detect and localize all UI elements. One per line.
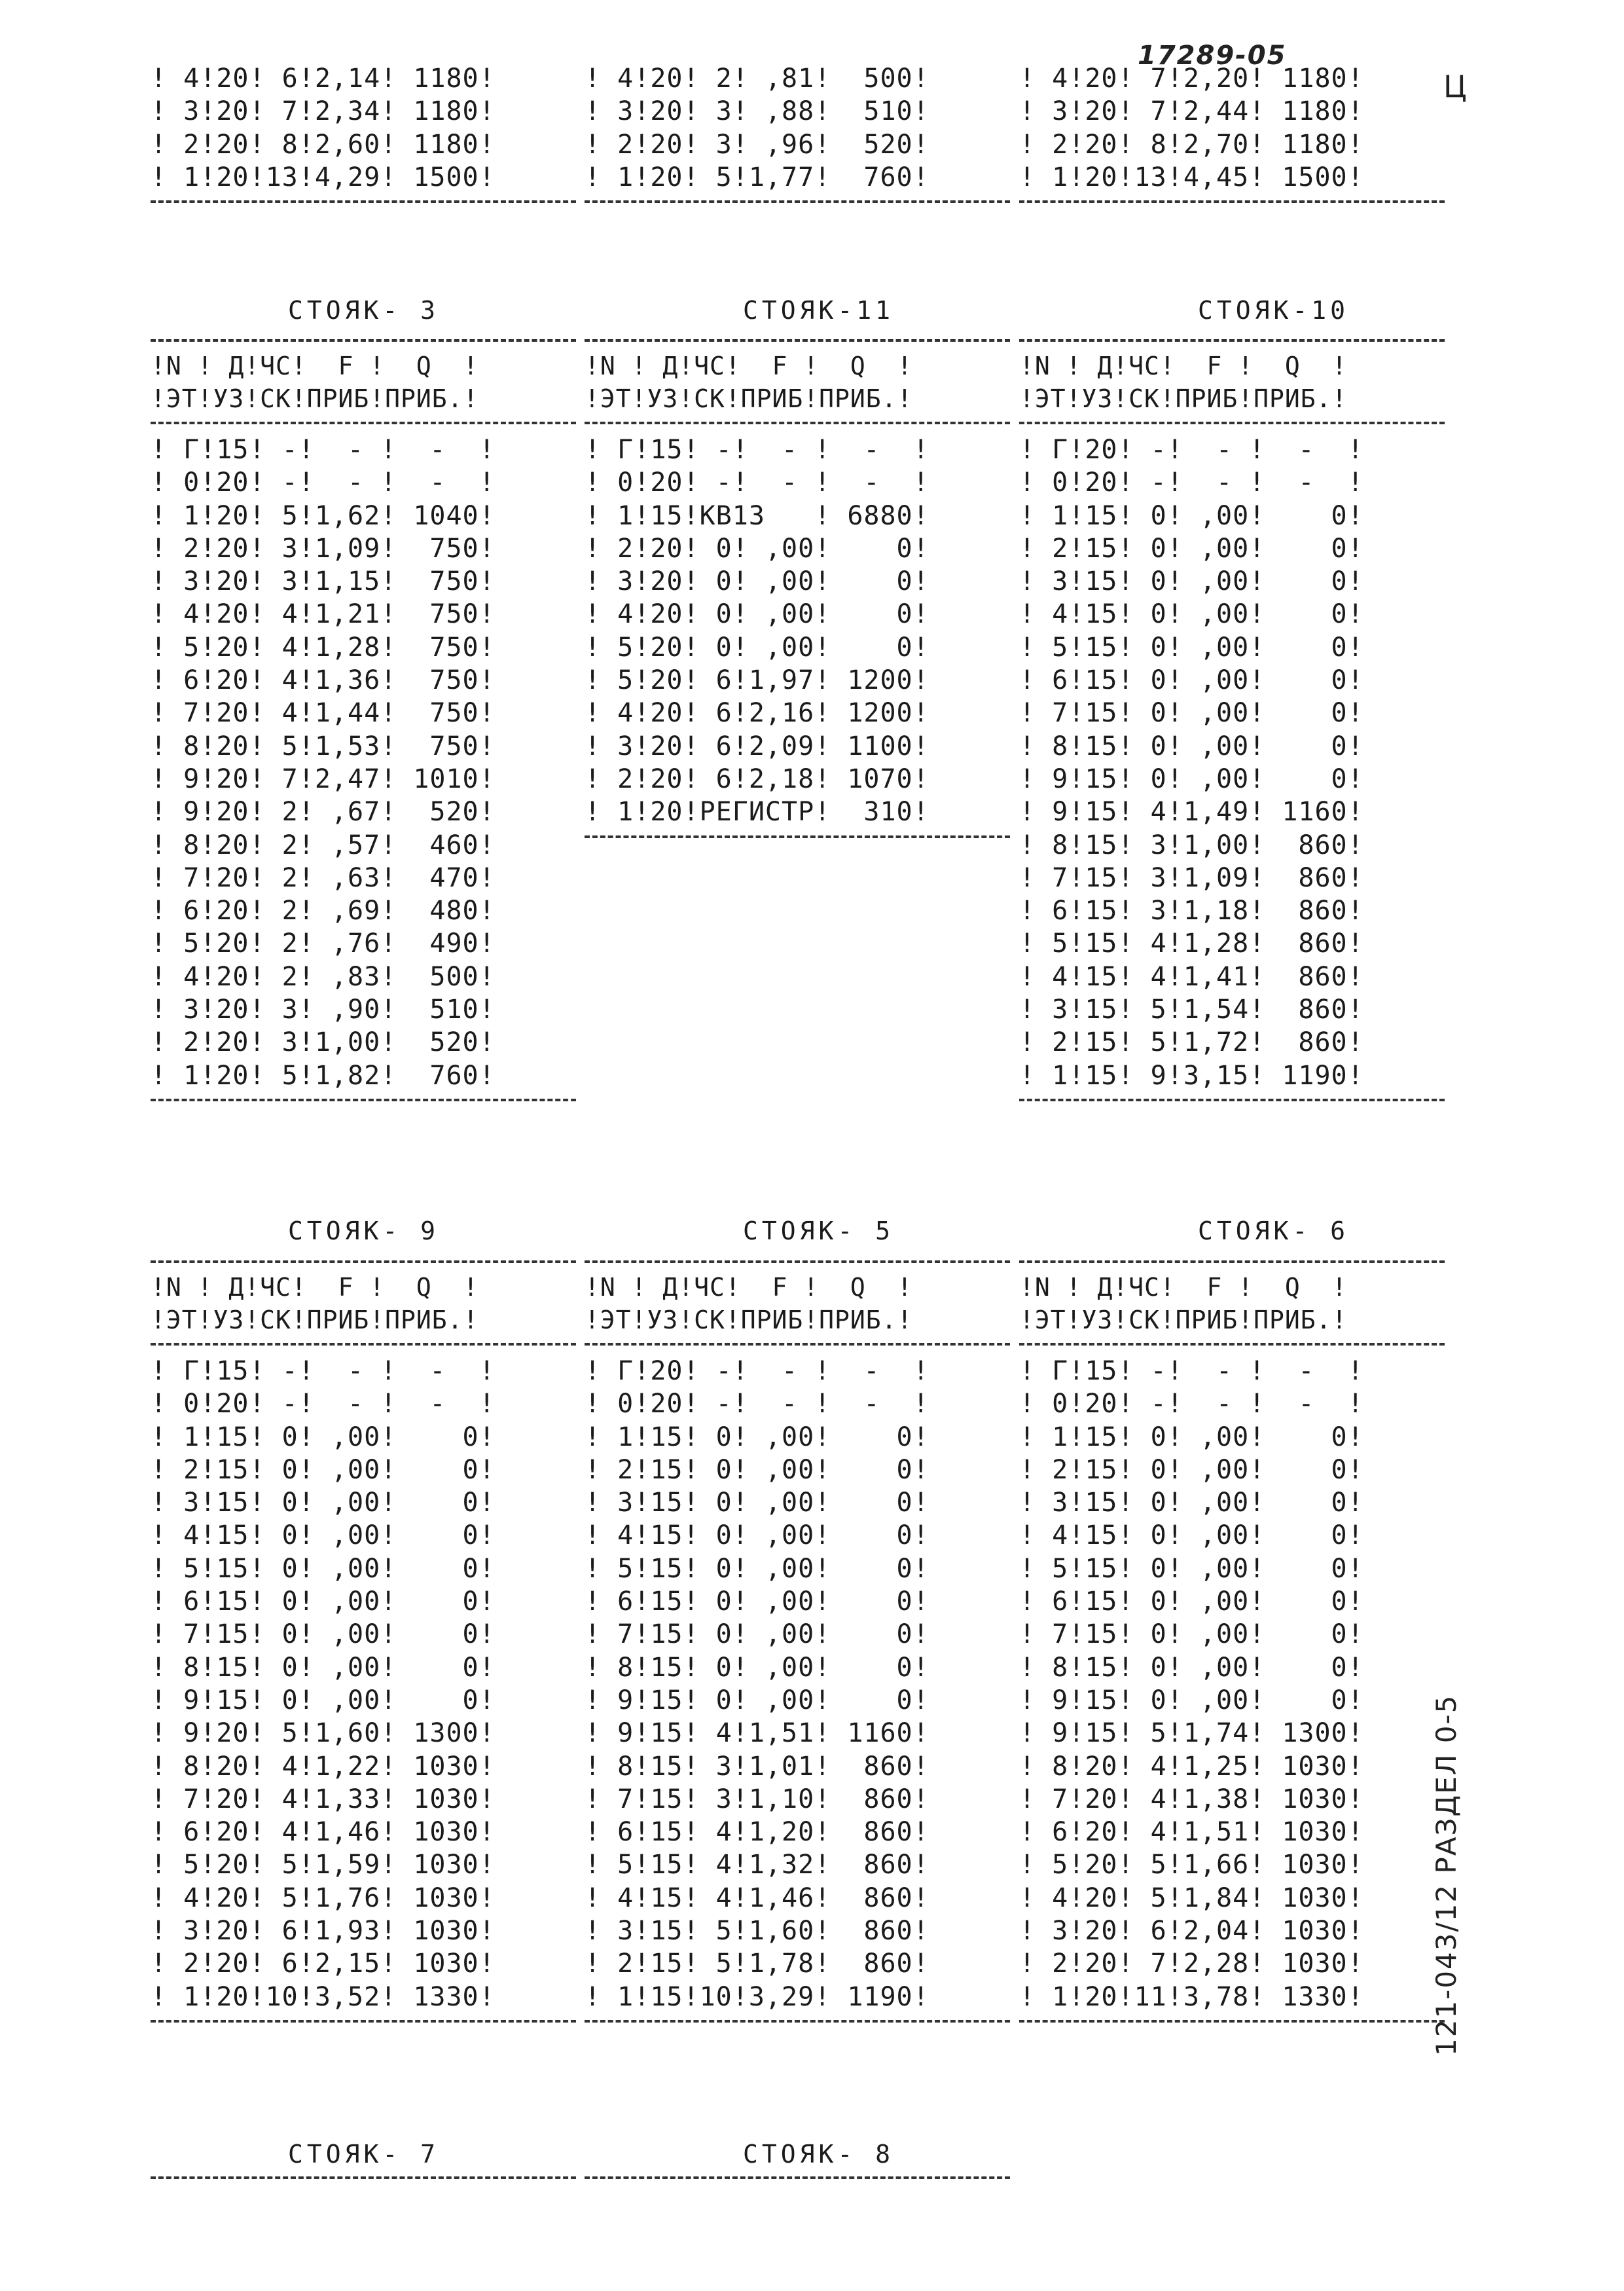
table-row: ! 0!20! -! - ! - ! bbox=[151, 467, 496, 498]
table-row: ! 5!15! 0! ,00! 0! bbox=[151, 1553, 496, 1584]
dashed-rule bbox=[585, 2176, 1010, 2179]
dashed-rule bbox=[1019, 422, 1445, 424]
table-row: ! 5!20! 5!1,66! 1030! bbox=[1019, 1850, 1364, 1880]
table-row: ! 4!15! 0! ,00! 0! bbox=[1019, 1520, 1364, 1551]
column-header-line-1: !N ! Д!ЧС! F ! Q ! bbox=[151, 1273, 479, 1302]
dashed-rule bbox=[1019, 339, 1445, 342]
section-title-stoyak-7: СТОЯК- 7 bbox=[288, 2140, 440, 2169]
table-row: ! 2!20! 3! ,96! 520! bbox=[585, 129, 929, 160]
table-row: ! 6!15! 3!1,18! 860! bbox=[1019, 896, 1364, 926]
section-title-stoyak-10: СТОЯК-10 bbox=[1198, 296, 1350, 325]
dashed-rule bbox=[585, 2020, 1010, 2023]
table-row: ! 4!20! 6!2,16! 1200! bbox=[585, 698, 929, 729]
dashed-rule bbox=[151, 339, 576, 342]
table-row: ! 0!20! -! - ! - ! bbox=[151, 1389, 496, 1420]
table-row: ! 7!20! 2! ,63! 470! bbox=[151, 862, 496, 893]
table-row: ! 7!15! 0! ,00! 0! bbox=[585, 1619, 929, 1650]
bottom-rule-middle bbox=[585, 2171, 1010, 2187]
column-header-line-1: !N ! Д!ЧС! F ! Q ! bbox=[585, 352, 913, 380]
table-stoyak-11 bbox=[585, 334, 1010, 847]
table-row: ! 3!15! 0! ,00! 0! bbox=[151, 1488, 496, 1518]
table-row: ! 4!15! 4!1,41! 860! bbox=[1019, 961, 1364, 992]
dashed-rule bbox=[151, 1099, 576, 1101]
side-annotation-text: 121-043/12 РАЗДЕЛ 0-5 bbox=[1430, 1694, 1462, 2056]
table-row: ! 2!15! 5!1,78! 860! bbox=[585, 1949, 929, 1979]
table-row: ! 7!20! 4!1,33! 1030! bbox=[151, 1784, 496, 1814]
table-row: ! 4!20! 2! ,81! 500! bbox=[585, 64, 929, 94]
table-row: ! 2!15! 0! ,00! 0! bbox=[585, 1454, 929, 1485]
column-header-line-1: !N ! Д!ЧС! F ! Q ! bbox=[1019, 1273, 1348, 1302]
column-header-line-1: !N ! Д!ЧС! F ! Q ! bbox=[151, 352, 479, 380]
table-row: ! 3!20! 7!2,44! 1180! bbox=[1019, 96, 1364, 127]
table-row: ! 3!20! 6!2,09! 1100! bbox=[585, 731, 929, 761]
table-row: ! 3!20! 3!1,15! 750! bbox=[151, 566, 496, 597]
table-row: ! 8!15! 3!1,00! 860! bbox=[1019, 830, 1364, 860]
top-fragment-col1 bbox=[151, 62, 576, 212]
table-row: ! 8!15! 0! ,00! 0! bbox=[585, 1652, 929, 1683]
table-row: ! 1!20!10!3,52! 1330! bbox=[151, 1981, 496, 2012]
table-row: ! 1!15!10!3,29! 1190! bbox=[585, 1981, 929, 2012]
dashed-rule bbox=[151, 1343, 576, 1346]
table-row: ! 6!15! 0! ,00! 0! bbox=[151, 1586, 496, 1617]
table-row: ! 2!20! 3!1,00! 520! bbox=[151, 1027, 496, 1058]
table-row: ! Г!20! -! - ! - ! bbox=[585, 1356, 929, 1386]
table-row: ! 4!15! 4!1,46! 860! bbox=[585, 1882, 929, 1913]
table-row: ! 3!15! 0! ,00! 0! bbox=[1019, 1488, 1364, 1518]
dashed-rule bbox=[151, 2020, 576, 2023]
column-header-line-2: !ЭТ!УЗ!СК!ПРИБ!ПРИБ.! bbox=[1019, 384, 1348, 413]
table-row: ! Г!15! -! - ! - ! bbox=[585, 435, 929, 465]
table-row: ! 5!15! 4!1,32! 860! bbox=[585, 1850, 929, 1880]
column-header-line-2: !ЭТ!УЗ!СК!ПРИБ!ПРИБ.! bbox=[585, 1306, 913, 1334]
table-row: ! 4!20! 4!1,21! 750! bbox=[151, 599, 496, 630]
table-row: ! 4!20! 2! ,83! 500! bbox=[151, 961, 496, 992]
table-row: ! 2!15! 5!1,72! 860! bbox=[1019, 1027, 1364, 1058]
table-row: ! 3!20! 3! ,88! 510! bbox=[585, 96, 929, 127]
column-header-line-2: !ЭТ!УЗ!СК!ПРИБ!ПРИБ.! bbox=[151, 1306, 479, 1334]
table-row: ! 7!20! 4!1,38! 1030! bbox=[1019, 1784, 1364, 1814]
dashed-rule bbox=[151, 200, 576, 203]
top-fragment-col3 bbox=[1019, 62, 1445, 212]
table-row: ! 5!15! 0! ,00! 0! bbox=[1019, 632, 1364, 663]
table-row: ! Г!15! -! - ! - ! bbox=[151, 435, 496, 465]
table-row: ! 8!15! 0! ,00! 0! bbox=[1019, 1652, 1364, 1683]
table-row: ! 9!15! 0! ,00! 0! bbox=[1019, 1685, 1364, 1715]
table-row: ! 5!15! 0! ,00! 0! bbox=[1019, 1553, 1364, 1584]
dashed-rule bbox=[585, 200, 1010, 203]
table-row: ! 9!15! 0! ,00! 0! bbox=[1019, 763, 1364, 794]
column-header-line-2: !ЭТ!УЗ!СК!ПРИБ!ПРИБ.! bbox=[1019, 1306, 1348, 1334]
table-row: ! 7!15! 0! ,00! 0! bbox=[151, 1619, 496, 1650]
table-row: ! 1!20! 5!1,62! 1040! bbox=[151, 500, 496, 531]
table-row: ! 3!15! 5!1,54! 860! bbox=[1019, 995, 1364, 1025]
table-row: ! 4!15! 0! ,00! 0! bbox=[585, 1520, 929, 1551]
table-row: ! 6!15! 4!1,20! 860! bbox=[585, 1817, 929, 1848]
table-row: ! 2!20! 6!2,18! 1070! bbox=[585, 763, 929, 794]
table-row: ! 5!15! 0! ,00! 0! bbox=[585, 1553, 929, 1584]
dashed-rule bbox=[585, 339, 1010, 342]
table-row: ! 6!20! 4!1,46! 1030! bbox=[151, 1817, 496, 1848]
table-row: ! 2!15! 0! ,00! 0! bbox=[151, 1454, 496, 1485]
table-row: ! 7!15! 0! ,00! 0! bbox=[1019, 698, 1364, 729]
document-number: 17289-05 bbox=[1138, 41, 1287, 71]
dashed-rule bbox=[585, 835, 1010, 838]
dashed-rule bbox=[151, 1260, 576, 1263]
table-row: ! 6!15! 0! ,00! 0! bbox=[1019, 665, 1364, 696]
table-row: ! 7!15! 0! ,00! 0! bbox=[1019, 1619, 1364, 1650]
table-row: ! 6!20! 4!1,51! 1030! bbox=[1019, 1817, 1364, 1848]
table-row: ! 9!20! 5!1,60! 1300! bbox=[151, 1718, 496, 1749]
table-row: ! 5!20! 4!1,28! 750! bbox=[151, 632, 496, 663]
table-row: ! 8!15! 3!1,01! 860! bbox=[585, 1751, 929, 1782]
table-row: ! 0!20! -! - ! - ! bbox=[1019, 1389, 1364, 1420]
table-row: ! 9!20! 7!2,47! 1010! bbox=[151, 763, 496, 794]
table-row: ! 4!15! 0! ,00! 0! bbox=[1019, 599, 1364, 630]
table-row: ! 6!20! 4!1,36! 750! bbox=[151, 665, 496, 696]
table-row: ! 5!20! 0! ,00! 0! bbox=[585, 632, 929, 663]
table-row: ! 3!20! 0! ,00! 0! bbox=[585, 566, 929, 597]
table-row: ! 5!20! 2! ,76! 490! bbox=[151, 928, 496, 959]
table-row: ! Г!15! -! - ! - ! bbox=[1019, 1356, 1364, 1386]
table-row: ! 0!20! -! - ! - ! bbox=[585, 467, 929, 498]
table-row: ! 4!20! 0! ,00! 0! bbox=[585, 599, 929, 630]
table-row: ! 9!15! 4!1,51! 1160! bbox=[585, 1718, 929, 1749]
table-row: ! 3!20! 7!2,34! 1180! bbox=[151, 96, 496, 127]
table-row: ! 2!15! 0! ,00! 0! bbox=[1019, 1454, 1364, 1485]
table-row: ! 1!20!13!4,45! 1500! bbox=[1019, 162, 1364, 192]
table-row: ! 2!20! 0! ,00! 0! bbox=[585, 533, 929, 564]
table-stoyak-10 bbox=[1019, 334, 1445, 1110]
table-row: ! 1!20!11!3,78! 1330! bbox=[1019, 1981, 1364, 2012]
table-row: ! 1!15!КВ13 ! 6880! bbox=[585, 500, 929, 531]
dashed-rule bbox=[585, 422, 1010, 424]
table-row: ! 9!15! 5!1,74! 1300! bbox=[1019, 1718, 1364, 1749]
column-header-line-1: !N ! Д!ЧС! F ! Q ! bbox=[1019, 352, 1348, 380]
table-row: ! 7!15! 3!1,09! 860! bbox=[1019, 862, 1364, 893]
table-row: ! 1!20! 5!1,82! 760! bbox=[151, 1060, 496, 1091]
table-row: ! 4!15! 0! ,00! 0! bbox=[151, 1520, 496, 1551]
dashed-rule bbox=[1019, 1260, 1445, 1263]
table-row: ! 5!15! 4!1,28! 860! bbox=[1019, 928, 1364, 959]
table-row: ! 4!20! 6!2,14! 1180! bbox=[151, 64, 496, 94]
table-row: ! 0!20! -! - ! - ! bbox=[1019, 467, 1364, 498]
table-row: ! 9!20! 2! ,67! 520! bbox=[151, 797, 496, 828]
table-row: ! 2!20! 6!2,15! 1030! bbox=[151, 1949, 496, 1979]
top-fragment-col2 bbox=[585, 62, 1010, 212]
table-row: ! 7!20! 4!1,44! 750! bbox=[151, 698, 496, 729]
table-row: ! 2!15! 0! ,00! 0! bbox=[1019, 533, 1364, 564]
table-row: ! 1!20! 5!1,77! 760! bbox=[585, 162, 929, 192]
table-row: ! 7!15! 3!1,10! 860! bbox=[585, 1784, 929, 1814]
table-row: ! 8!20! 4!1,22! 1030! bbox=[151, 1751, 496, 1782]
table-row: ! 3!15! 0! ,00! 0! bbox=[585, 1488, 929, 1518]
table-stoyak-3 bbox=[151, 334, 576, 1110]
table-row: ! 4!20! 5!1,84! 1030! bbox=[1019, 1882, 1364, 1913]
table-row: ! Г!15! -! - ! - ! bbox=[151, 1356, 496, 1386]
table-row: ! 8!20! 2! ,57! 460! bbox=[151, 830, 496, 860]
table-row: ! 1!20!РЕГИСТР! 310! bbox=[585, 797, 929, 828]
table-row: ! 3!15! 0! ,00! 0! bbox=[1019, 566, 1364, 597]
dashed-rule bbox=[1019, 200, 1445, 203]
table-row: ! 1!15! 0! ,00! 0! bbox=[585, 1421, 929, 1452]
dashed-rule bbox=[151, 2176, 576, 2179]
table-row: ! 2!20! 8!2,70! 1180! bbox=[1019, 129, 1364, 160]
table-row: ! 3!20! 6!1,93! 1030! bbox=[151, 1916, 496, 1947]
table-row: ! 3!20! 3! ,90! 510! bbox=[151, 995, 496, 1025]
table-row: ! 5!20! 6!1,97! 1200! bbox=[585, 665, 929, 696]
table-row: ! 9!15! 0! ,00! 0! bbox=[585, 1685, 929, 1715]
table-row: ! 1!15! 0! ,00! 0! bbox=[151, 1421, 496, 1452]
dashed-rule bbox=[1019, 1099, 1445, 1101]
table-row: ! 1!15! 0! ,00! 0! bbox=[1019, 1421, 1364, 1452]
table-row: ! 8!15! 0! ,00! 0! bbox=[1019, 731, 1364, 761]
table-row: ! Г!20! -! - ! - ! bbox=[1019, 435, 1364, 465]
table-row: ! 1!15! 0! ,00! 0! bbox=[1019, 500, 1364, 531]
table-row: ! 2!20! 3!1,09! 750! bbox=[151, 533, 496, 564]
table-row: ! 8!20! 4!1,25! 1030! bbox=[1019, 1751, 1364, 1782]
dashed-rule bbox=[1019, 1343, 1445, 1346]
table-row: ! 0!20! -! - ! - ! bbox=[585, 1389, 929, 1420]
table-row: ! 6!15! 0! ,00! 0! bbox=[1019, 1586, 1364, 1617]
table-row: ! 3!15! 5!1,60! 860! bbox=[585, 1916, 929, 1947]
table-row: ! 8!15! 0! ,00! 0! bbox=[151, 1652, 496, 1683]
table-row: ! 8!20! 5!1,53! 750! bbox=[151, 731, 496, 761]
table-stoyak-6 bbox=[1019, 1255, 1445, 2032]
table-stoyak-5 bbox=[585, 1255, 1010, 2032]
dashed-rule bbox=[585, 1260, 1010, 1263]
section-title-stoyak-3: СТОЯК- 3 bbox=[288, 296, 440, 325]
column-header-line-2: !ЭТ!УЗ!СК!ПРИБ!ПРИБ.! bbox=[151, 384, 479, 413]
dashed-rule bbox=[151, 422, 576, 424]
table-row: ! 2!20! 7!2,28! 1030! bbox=[1019, 1949, 1364, 1979]
column-header-line-2: !ЭТ!УЗ!СК!ПРИБ!ПРИБ.! bbox=[585, 384, 913, 413]
table-row: ! 1!20!13!4,29! 1500! bbox=[151, 162, 496, 192]
table-row: ! 6!20! 2! ,69! 480! bbox=[151, 896, 496, 926]
margin-stamp: Ц bbox=[1443, 69, 1467, 104]
table-row: ! 5!20! 5!1,59! 1030! bbox=[151, 1850, 496, 1880]
section-title-stoyak-11: СТОЯК-11 bbox=[743, 296, 895, 325]
section-title-stoyak-5: СТОЯК- 5 bbox=[743, 1217, 895, 1245]
table-row: ! 1!15! 9!3,15! 1190! bbox=[1019, 1060, 1364, 1091]
section-title-stoyak-6: СТОЯК- 6 bbox=[1198, 1217, 1350, 1245]
dashed-rule bbox=[1019, 2020, 1445, 2023]
table-row: ! 9!15! 4!1,49! 1160! bbox=[1019, 797, 1364, 828]
section-title-stoyak-9: СТОЯК- 9 bbox=[288, 1217, 440, 1245]
table-row: ! 3!20! 6!2,04! 1030! bbox=[1019, 1916, 1364, 1947]
dashed-rule bbox=[585, 1343, 1010, 1346]
column-header-line-1: !N ! Д!ЧС! F ! Q ! bbox=[585, 1273, 913, 1302]
table-stoyak-9 bbox=[151, 1255, 576, 2032]
table-row: ! 6!15! 0! ,00! 0! bbox=[585, 1586, 929, 1617]
table-row: ! 2!20! 8!2,60! 1180! bbox=[151, 129, 496, 160]
table-row: ! 4!20! 7!2,20! 1180! bbox=[1019, 64, 1364, 94]
table-row: ! 4!20! 5!1,76! 1030! bbox=[151, 1882, 496, 1913]
section-title-stoyak-8: СТОЯК- 8 bbox=[743, 2140, 895, 2169]
bottom-rule-left bbox=[151, 2171, 576, 2187]
table-row: ! 9!15! 0! ,00! 0! bbox=[151, 1685, 496, 1715]
